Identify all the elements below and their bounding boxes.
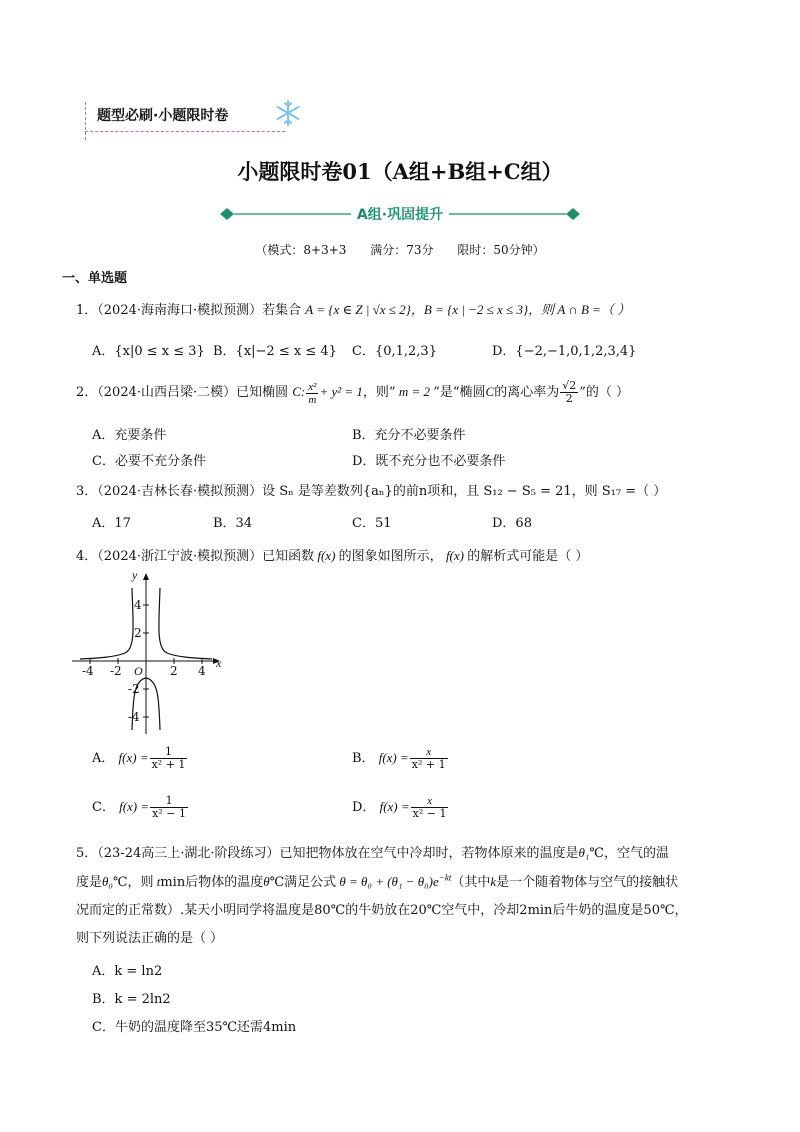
q4-option-b: B． f(x) = $\frac{x}{\text{x² + 1}}$ bbox=[352, 746, 446, 771]
question-4-stem-c: 的解析式可能是（ ） bbox=[467, 549, 589, 564]
q1-option-d: D．{−2,−1,0,1,2,3,4} bbox=[492, 344, 637, 359]
q1-option-c: C．{0,1,2,3} bbox=[352, 344, 437, 359]
q2-option-a: A．充要条件 bbox=[92, 428, 167, 443]
q5-text-h: 是一个随着物体与空气的接触状 bbox=[496, 875, 679, 890]
part-heading: 一、单选题 bbox=[62, 271, 128, 286]
banner-underline bbox=[85, 131, 285, 132]
q5-option-a: A．k = ln2 bbox=[92, 964, 163, 979]
question-3: 3．（2024·吉林长春·模拟预测）设 Sₙ 是等差数列{aₙ}的前n项和，且 S₁₂ − S₅ = 21，则 S₁₇ =（ ） bbox=[76, 484, 667, 499]
question-5-line-2 bbox=[76, 871, 678, 890]
question-5-line-4: 则下列说法正确的是（ ） bbox=[76, 931, 224, 946]
q2-option-d: D．既不充分也不必要条件 bbox=[352, 454, 506, 469]
fx-symbol-2: f(x) bbox=[442, 548, 468, 563]
q4-option-c: C． f(x) = $\frac{1}{\text{x² − 1}}$ bbox=[92, 794, 186, 820]
question-4 bbox=[76, 545, 588, 564]
ellipse-equation: C: $\frac{\text{x²}}{m}$ + y² = 1 bbox=[292, 380, 363, 406]
q5-option-b: B．k = 2ln2 bbox=[92, 992, 171, 1007]
question-2 bbox=[76, 380, 629, 406]
q1-option-a: A．{x|0 ≤ x ≤ 3} bbox=[92, 344, 205, 359]
q3-option-d: D．68 bbox=[492, 516, 532, 531]
q5-text-f: ℃满足公式 bbox=[269, 875, 337, 890]
mode-text: （模式：8+3+3 bbox=[255, 243, 347, 257]
x-tick-label: 2 bbox=[170, 664, 178, 678]
question-2-stem-b: ，则“ bbox=[362, 385, 396, 400]
q4-option-d-label: D． bbox=[352, 800, 376, 815]
fx-symbol: f(x) bbox=[314, 548, 339, 563]
origin-label: O bbox=[134, 664, 143, 678]
function-graph bbox=[70, 568, 230, 736]
section-divider bbox=[218, 203, 582, 225]
q5-text-d: ℃，则 bbox=[112, 875, 154, 890]
x-tick-label: 4 bbox=[198, 664, 206, 678]
question-2-stem: 2．（2024·山西吕梁·二模）已知椭圆 bbox=[76, 385, 289, 400]
q5-option-c: C．牛奶的温度降至35℃还需4min bbox=[92, 1020, 297, 1035]
y-tick-label: 4 bbox=[134, 598, 142, 612]
score-text: 满分：73分 bbox=[370, 243, 434, 257]
q4-option-a: A． f(x) = $\frac{1}{\text{x² + 1}}$ bbox=[92, 745, 186, 771]
y-axis-label: y bbox=[132, 568, 138, 582]
banner-label: 题型必刷·小题限时卷 bbox=[97, 108, 229, 124]
y-tick-label: 2 bbox=[134, 626, 142, 640]
theta: θ bbox=[263, 874, 270, 889]
time-text: 限时：50分钟） bbox=[457, 243, 545, 257]
question-5-line-1 bbox=[76, 842, 669, 861]
banner-left-rule bbox=[85, 102, 86, 140]
q3-option-b: B．34 bbox=[213, 516, 253, 531]
q4-option-d: D． f(x) = $\frac{x}{\text{x² − 1}}$ bbox=[352, 795, 447, 820]
q2-option-b: B．充分不必要条件 bbox=[352, 428, 466, 443]
question-4-stem: 4．（2024·浙江宁波·模拟预测）已知函数 bbox=[76, 549, 315, 564]
question-2-stem-d: 的离心率为 bbox=[494, 385, 560, 400]
question-1 bbox=[76, 299, 630, 318]
eccentricity-fraction: $\frac{√2}{2}$ bbox=[562, 379, 577, 405]
question-2-stem-c: ”是“椭圆 bbox=[433, 385, 486, 400]
q4-option-b-label: B． bbox=[352, 751, 375, 766]
q5-text-e: min后物体的温度 bbox=[160, 875, 264, 890]
exam-mode-line bbox=[0, 241, 800, 258]
page-title: 小题限时卷01（A组+B组+C组） bbox=[237, 159, 563, 184]
q1-option-b: B．{x|−2 ≤ x ≤ 4} bbox=[213, 344, 337, 359]
x-axis-label: x bbox=[216, 656, 222, 670]
k-var: k bbox=[490, 874, 497, 889]
q2-option-c: C．必要不充分条件 bbox=[92, 454, 206, 469]
question-2-stem-e: ”的（ ） bbox=[579, 385, 630, 400]
question-1-stem: 1．（2024·海南海口·模拟预测）若集合 bbox=[76, 303, 302, 318]
t-var: t bbox=[153, 874, 161, 889]
question-5-line-3: 况而定的正常数）.某天小明同学将温度是80℃的牛奶放在20℃空气中，冷却2min后牛奶的温度是50℃， bbox=[76, 903, 688, 918]
y-tick-label: -4 bbox=[128, 710, 140, 724]
theta1: θ₁ bbox=[578, 845, 590, 860]
q5-text-c: 度是 bbox=[76, 875, 103, 890]
condition-m: m = 2 bbox=[395, 384, 434, 399]
cooling-formula: $\theta = \theta_0 + (\theta_1 - \theta_0)e^{-kt}$ bbox=[336, 872, 452, 889]
question-4-stem-b: 的图象如图所示， bbox=[338, 549, 443, 564]
q4-option-a-label: A． bbox=[92, 751, 115, 766]
snowflake-icon bbox=[274, 99, 302, 131]
x-tick-label: -2 bbox=[110, 664, 122, 678]
ellipse-name: C bbox=[485, 384, 495, 399]
question-1-math: A = {x ∈ Z | √x ≤ 2}，B = {x | −2 ≤ x ≤ 3}，则 A ∩ B =（ ） bbox=[305, 302, 631, 317]
y-tick-label: -2 bbox=[128, 682, 140, 696]
q3-option-c: C．51 bbox=[352, 516, 392, 531]
q5-text-b: ℃，空气的温 bbox=[589, 846, 669, 861]
q5-text-g: （其中 bbox=[451, 875, 491, 890]
q4-option-c-label: C． bbox=[92, 800, 115, 815]
q5-text-a: 5．（23-24高三上·湖北·阶段练习）已知把物体放在空气中冷却时，若物体原来的温度是 bbox=[76, 846, 579, 861]
x-tick-label: -4 bbox=[82, 664, 94, 678]
q3-option-a: A．17 bbox=[92, 516, 131, 531]
theta0: θ₀ bbox=[102, 874, 113, 889]
section-label: A组·巩固提升 bbox=[351, 207, 449, 223]
